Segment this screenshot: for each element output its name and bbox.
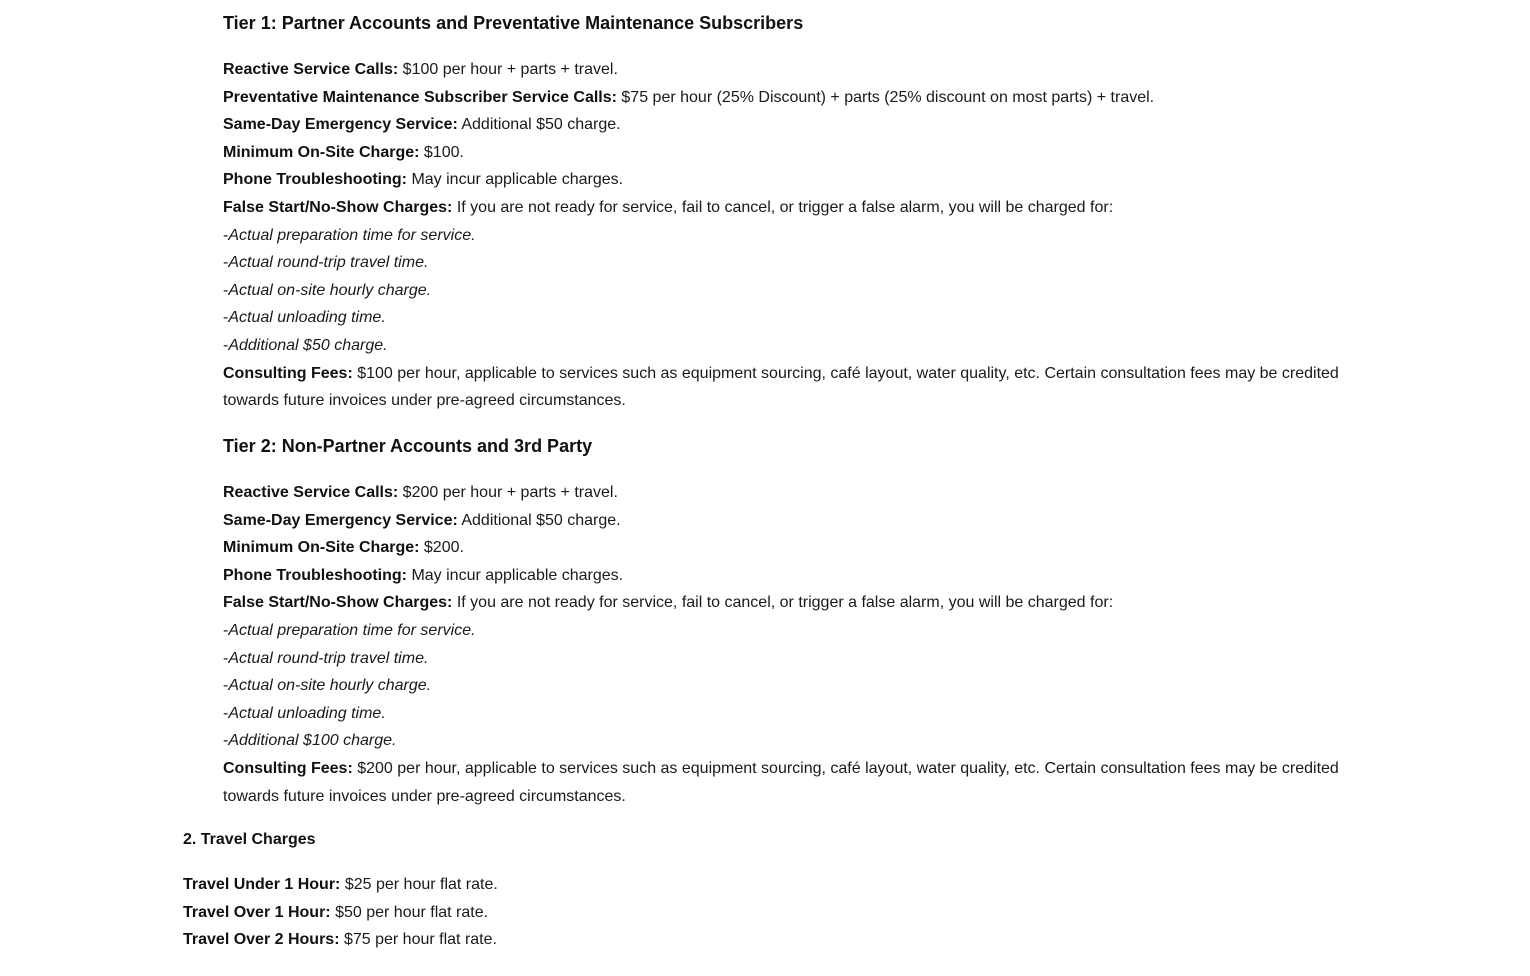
tier-2-false-start-item: [223, 645, 1353, 673]
tier-1-false-start-item: [223, 222, 1353, 250]
tier-1-false-start-item-text: Actual preparation time for service.: [228, 226, 476, 244]
tier-1-consulting-line: [223, 360, 1353, 415]
tier-1-same-day-value: Additional $50 charge.: [461, 116, 621, 134]
tier-2-false-start-item-text: Actual round-trip travel time.: [228, 649, 429, 667]
tier-2-phone-value: May incur applicable charges.: [411, 566, 624, 584]
tier-1-phone-label: Phone Troubleshooting:: [223, 171, 407, 189]
list-dash: -: [223, 677, 229, 695]
travel-item-value: $75 per hour flat rate.: [343, 931, 497, 949]
tier-1-false-start-item: [223, 249, 1353, 277]
tier-2-section: [223, 433, 1353, 810]
tier-2-consulting-value: $200 per hour, applicable to services such as equipment sourcing, café layout, water quality, etc. Certain consultation fees may be credited towards future invoices under pre-agreed circumstances.: [223, 759, 1339, 805]
tier-2-false-start-label: False Start/No-Show Charges:: [223, 594, 453, 612]
tier-2-minimum-value: $200.: [423, 539, 464, 557]
tier-1-same-day-label: Same-Day Emergency Service:: [223, 116, 458, 134]
tier-1-minimum-line: [223, 139, 1353, 167]
travel-charges-section: [183, 826, 1363, 954]
tier-2-false-start-item-text: Additional $100 charge.: [228, 732, 397, 750]
tier-1-false-start-item: [223, 277, 1353, 305]
tier-2-false-start-item-text: Actual unloading time.: [228, 704, 386, 722]
list-dash: -: [223, 704, 229, 722]
tier-1-consulting-value: $100 per hour, applicable to services such as equipment sourcing, café layout, water quality, etc. Certain consultation fees may be credited towards future invoices under pre-agreed circumstances.: [223, 364, 1339, 410]
tier-2-reactive-value: $200 per hour + parts + travel.: [402, 484, 618, 501]
travel-charges-heading: 2. Travel Charges: [183, 831, 316, 848]
tier-1-false-start-item-text: Additional $50 charge.: [228, 336, 388, 354]
tier-1-phone-line: [223, 166, 1353, 194]
tier-2-reactive-label: Reactive Service Calls:: [223, 484, 399, 501]
tier-2-false-start-item: [223, 727, 1353, 755]
list-dash: -: [223, 649, 229, 667]
tier-2-false-start-item: [223, 672, 1353, 700]
tier-2-minimum-label: Minimum On-Site Charge:: [223, 539, 420, 557]
list-dash: -: [223, 254, 229, 272]
tier-1-reactive-label: Reactive Service Calls:: [223, 61, 399, 78]
tier-2-same-day-label: Same-Day Emergency Service:: [223, 511, 458, 529]
tier-1-false-start-label: False Start/No-Show Charges:: [223, 198, 453, 216]
travel-item-value: $25 per hour flat rate.: [344, 876, 498, 893]
tier-1-section: [223, 10, 1353, 415]
list-dash: -: [223, 732, 229, 750]
tier-2-same-day-line: [223, 507, 1353, 535]
tier-2-minimum-line: [223, 534, 1353, 562]
tier-2-phone-label: Phone Troubleshooting:: [223, 566, 407, 584]
tier-1-reactive-line: [223, 56, 1353, 84]
tier-2-false-start-item-text: Actual preparation time for service.: [228, 621, 476, 639]
tier-1-minimum-label: Minimum On-Site Charge:: [223, 143, 420, 161]
tier-1-false-start-line: [223, 194, 1353, 222]
tier-1-false-start-item: [223, 304, 1353, 332]
travel-item-value: $50 per hour flat rate.: [335, 903, 489, 921]
list-dash: -: [223, 281, 229, 299]
tier-2-same-day-value: Additional $50 charge.: [461, 511, 621, 529]
tier-2-false-start-value: If you are not ready for service, fail to cancel, or trigger a false alarm, you will be charged for:: [456, 594, 1114, 612]
tier-1-heading: Tier 1: Partner Accounts and Preventative Maintenance Subscribers: [223, 13, 804, 33]
tier-1-false-start-item-text: Actual on-site hourly charge.: [228, 281, 432, 299]
tier-2-false-start-line: [223, 589, 1353, 617]
travel-item-label: Travel Under 1 Hour:: [183, 876, 341, 893]
tier-2-false-start-item-text: Actual on-site hourly charge.: [228, 677, 432, 695]
list-dash: -: [223, 226, 229, 244]
tier-1-reactive-value: $100 per hour + parts + travel.: [402, 61, 618, 78]
tier-2-false-start-item: [223, 617, 1353, 645]
travel-item-label: Travel Over 1 Hour:: [183, 903, 331, 921]
tier-1-consulting-label: Consulting Fees:: [223, 364, 353, 382]
tier-1-false-start-value: If you are not ready for service, fail to cancel, or trigger a false alarm, you will be charged for:: [456, 198, 1114, 216]
tier-1-pm-subscriber-value: $75 per hour (25% Discount) + parts (25% discount on most parts) + travel.: [621, 88, 1155, 106]
tier-1-false-start-item: [223, 332, 1353, 360]
tier-1-phone-value: May incur applicable charges.: [411, 171, 624, 189]
tier-1-same-day-line: [223, 111, 1353, 139]
travel-item: [183, 899, 1363, 927]
tier-2-phone-line: [223, 562, 1353, 590]
tier-1-false-start-item-text: Actual round-trip travel time.: [228, 254, 429, 272]
list-dash: -: [223, 309, 229, 327]
travel-item: [183, 871, 1363, 899]
tier-2-reactive-line: [223, 479, 1353, 507]
tier-1-pm-subscriber-label: Preventative Maintenance Subscriber Service Calls:: [223, 88, 617, 106]
tier-2-consulting-line: [223, 755, 1353, 810]
tier-1-false-start-item-text: Actual unloading time.: [228, 309, 386, 327]
tier-1-minimum-value: $100.: [423, 143, 464, 161]
list-dash: -: [223, 336, 229, 354]
tier-2-heading: Tier 2: Non-Partner Accounts and 3rd Party: [223, 436, 593, 456]
tier-1-pm-subscriber-line: [223, 84, 1353, 112]
tier-2-false-start-item: [223, 700, 1353, 728]
tier-2-consulting-label: Consulting Fees:: [223, 759, 353, 777]
travel-item: [183, 926, 1363, 954]
travel-item-label: Travel Over 2 Hours:: [183, 931, 340, 949]
list-dash: -: [223, 621, 229, 639]
